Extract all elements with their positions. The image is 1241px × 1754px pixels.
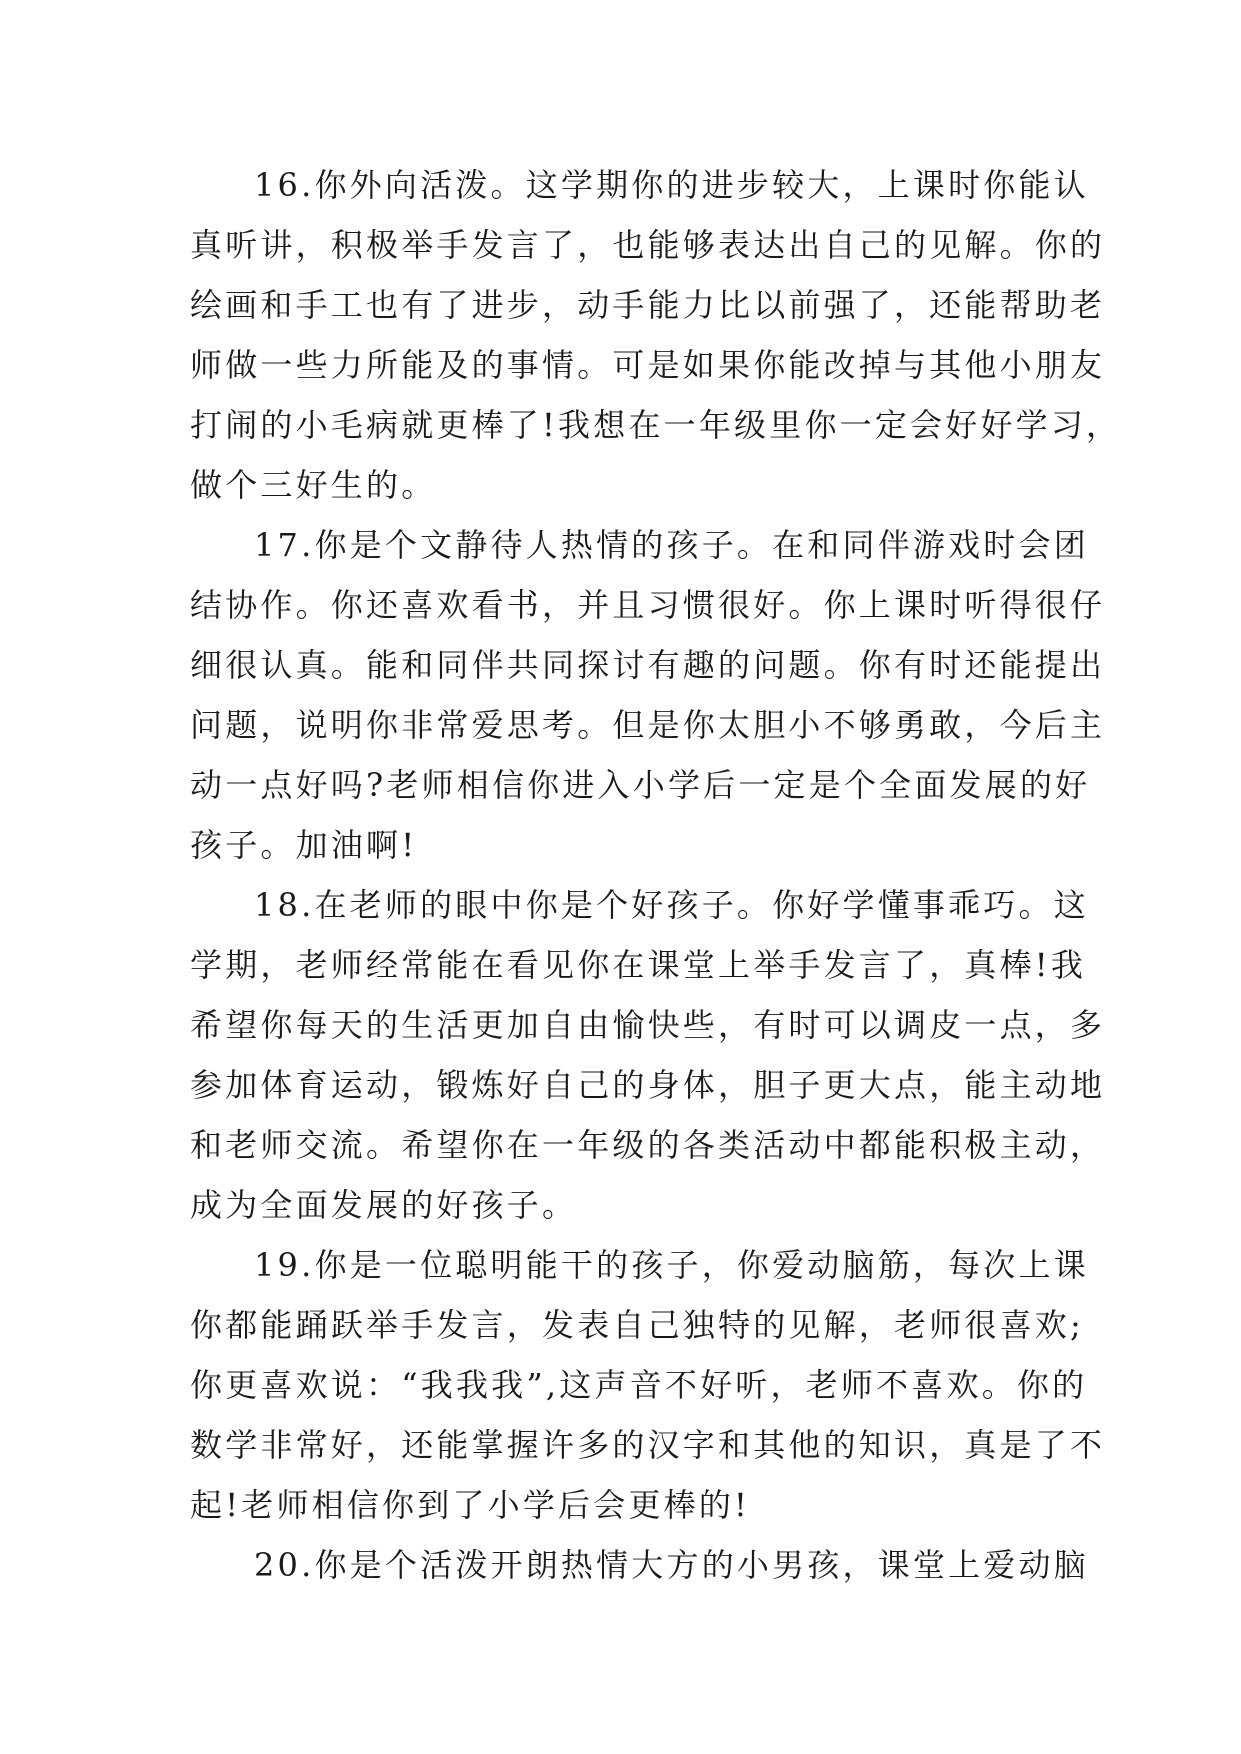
paragraph-17-line-2: 结协作。你还喜欢看书，并且习惯很好。你上课时听得很仔: [190, 586, 1106, 624]
paragraph-18-line-4: 参加体育运动，锻炼好自己的身体，胆子更大点，能主动地: [190, 1066, 1106, 1104]
paragraph-16-line-4: 师做一些力所能及的事情。可是如果你能改掉与其他小朋友: [190, 346, 1106, 384]
paragraph-19-line-2: 你都能踊跃举手发言，发表自己独特的见解，老师很喜欢;: [190, 1306, 1084, 1344]
paragraph-16-line-2: 真听讲，积极举手发言了，也能够表达出自己的见解。你的: [190, 226, 1106, 264]
document-page: [190, 155, 1122, 1595]
paragraph-19-line-4: 数学非常好，还能掌握许多的汉字和其他的知识，真是了不: [190, 1426, 1106, 1464]
paragraph-17-line-3: 细很认真。能和同伴共同探讨有趣的问题。你有时还能提出: [190, 646, 1106, 684]
paragraph-18-line-6: 成为全面发展的好孩子。: [190, 1186, 578, 1224]
paragraph-19-line-3: 你更喜欢说：“我我我”,这声音不好听，老师不喜欢。你的: [190, 1366, 1088, 1404]
paragraph-19-line-1: 19.你是一位聪明能干的孩子，你爱动脑筋，每次上课: [254, 1246, 1089, 1284]
paragraph-16-line-3: 绘画和手工也有了进步，动手能力比以前强了，还能帮助老: [190, 286, 1106, 324]
paragraph-16-line-5: 打闹的小毛病就更棒了!我想在一年级里你一定会好好学习，: [190, 406, 1122, 444]
paragraph-17-line-1: 17.你是个文静待人热情的孩子。在和同伴游戏时会团: [254, 526, 1089, 564]
paragraph-19-line-5: 起!老师相信你到了小学后会更棒的!: [190, 1486, 751, 1524]
paragraph-16-line-1: 16.你外向活泼。这学期你的进步较大，上课时你能认: [254, 166, 1089, 204]
paragraph-18-line-2: 学期，老师经常能在看见你在课堂上举手发言了，真棒!我: [190, 946, 1087, 984]
paragraph-18-line-1: 18.在老师的眼中你是个好孩子。你好学懂事乖巧。这: [254, 886, 1089, 924]
paragraph-20-line-1: 20.你是个活泼开朗热情大方的小男孩，课堂上爱动脑: [254, 1546, 1089, 1584]
paragraph-16-line-6: 做个三好生的。: [190, 466, 437, 504]
paragraph-17-line-4: 问题，说明你非常爱思考。但是你太胆小不够勇敢，今后主: [190, 706, 1106, 744]
paragraph-17-line-5: 动一点好吗?老师相信你进入小学后一定是个全面发展的好: [190, 766, 1091, 804]
paragraph-17-line-6: 孩子。加油啊!: [190, 826, 418, 864]
paragraph-18-line-5: 和老师交流。希望你在一年级的各类活动中都能积极主动，: [190, 1126, 1106, 1164]
paragraph-18-line-3: 希望你每天的生活更加自由愉快些，有时可以调皮一点，多: [190, 1006, 1106, 1044]
